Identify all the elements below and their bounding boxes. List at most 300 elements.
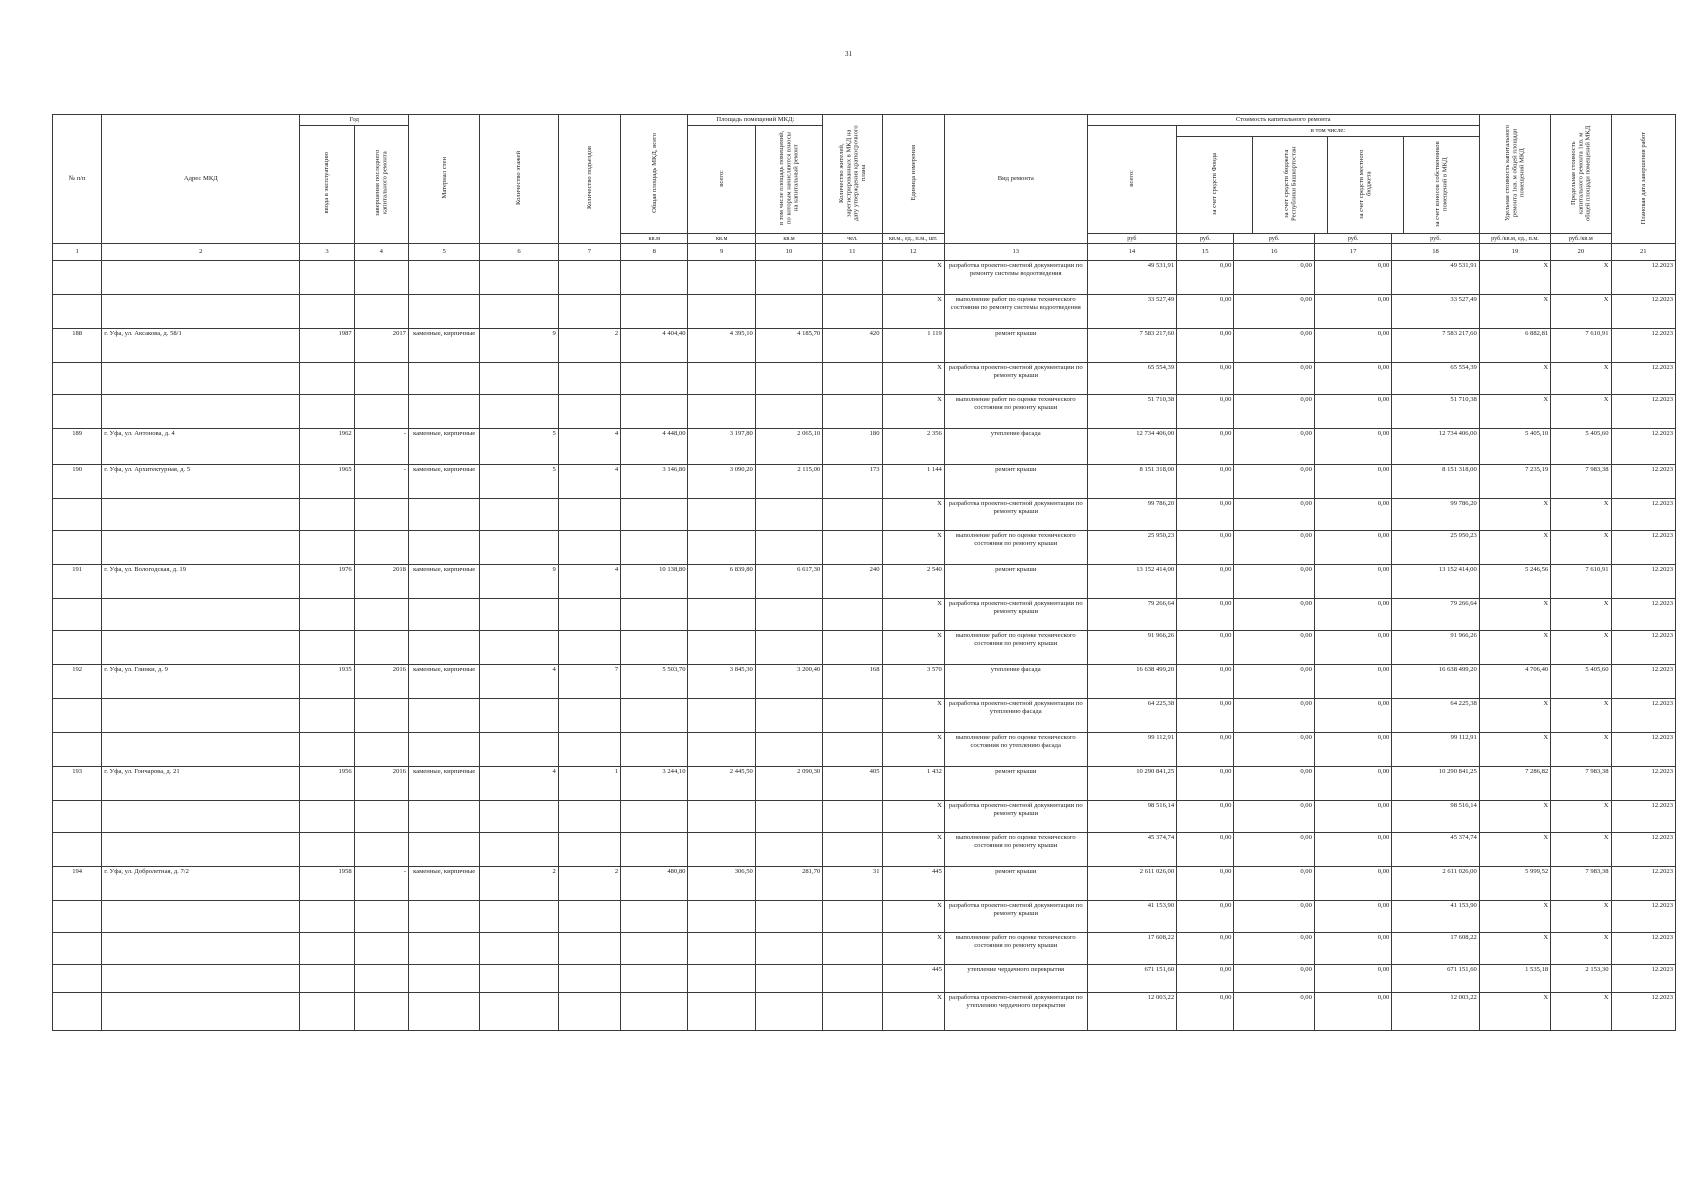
header-cost-local: за счет средств местного бюджета — [1328, 136, 1403, 233]
cell-unit: 1 144 — [882, 465, 944, 499]
cell-year-last-repair: - — [354, 465, 408, 499]
table-row — [53, 465, 1676, 499]
cell-planned-date: 12.2023 — [1611, 499, 1676, 531]
cell-year-last-repair — [354, 261, 408, 295]
cell-cost-republic: 0,00 — [1234, 699, 1314, 733]
cell-year-commission — [300, 933, 354, 965]
cell-total-area — [621, 631, 688, 665]
cell-max-cost: 5 405,60 — [1551, 665, 1611, 699]
column-number: 2 — [102, 244, 300, 261]
cell-specific-cost: 6 882,81 — [1479, 329, 1550, 363]
cell-row-number — [53, 363, 102, 395]
cell-specific-cost: X — [1479, 993, 1550, 1031]
header-planned-date: Плановая дата завершения работ — [1611, 115, 1676, 244]
cell-unit: 445 — [882, 965, 944, 993]
table-row — [53, 933, 1676, 965]
cell-area-all — [688, 965, 755, 993]
column-number: 10 — [755, 244, 822, 261]
cell-area-residential: 281,70 — [755, 867, 822, 901]
cell-cost-local: 0,00 — [1314, 261, 1391, 295]
cell-year-commission — [300, 499, 354, 531]
cell-wall-material — [408, 699, 479, 733]
cell-cost-owners: 13 152 414,00 — [1392, 565, 1479, 599]
cell-area-all — [688, 733, 755, 767]
cell-cost-republic: 0,00 — [1234, 465, 1314, 499]
cell-row-number: 194 — [53, 867, 102, 901]
cell-cost-fund: 0,00 — [1177, 665, 1234, 699]
cell-year-last-repair: 2018 — [354, 565, 408, 599]
cell-entrances: 4 — [558, 465, 620, 499]
cell-cost-fund: 0,00 — [1177, 429, 1234, 465]
cell-repair-type: разработка проектно-сметной документации по ремонту системы водоотведения — [944, 261, 1087, 295]
unit-total-area: кв.м — [621, 234, 688, 244]
table-row — [53, 631, 1676, 665]
cell-cost-republic: 0,00 — [1234, 395, 1314, 429]
cell-cost-owners: 49 531,91 — [1392, 261, 1479, 295]
cell-entrances: 1 — [558, 767, 620, 801]
column-number: 9 — [688, 244, 755, 261]
cell-unit: 3 570 — [882, 665, 944, 699]
cell-total-area: 10 138,80 — [621, 565, 688, 599]
cell-unit: 1 432 — [882, 767, 944, 801]
cell-repair-type: выполнение работ по оценке технического состояния по ремонту крыши — [944, 933, 1087, 965]
cell-year-commission — [300, 901, 354, 933]
cell-entrances: 4 — [558, 429, 620, 465]
cell-specific-cost: X — [1479, 395, 1550, 429]
cell-wall-material: каменные, кирпичные — [408, 565, 479, 599]
cell-year-last-repair: 2016 — [354, 665, 408, 699]
cell-unit: X — [882, 631, 944, 665]
cell-cost-owners: 64 225,38 — [1392, 699, 1479, 733]
cell-specific-cost: 5 999,52 — [1479, 867, 1550, 901]
cell-total-area — [621, 993, 688, 1031]
cell-cost-fund: 0,00 — [1177, 531, 1234, 565]
cell-cost-owners: 91 966,26 — [1392, 631, 1479, 665]
cell-address — [102, 631, 300, 665]
cell-cost-fund: 0,00 — [1177, 993, 1234, 1031]
cell-cost-owners: 25 950,23 — [1392, 531, 1479, 565]
cell-row-number — [53, 699, 102, 733]
header-year-last-repair: завершения последнего капитального ремонта — [354, 125, 408, 244]
cell-floors — [480, 531, 558, 565]
cell-entrances — [558, 295, 620, 329]
cell-cost-local: 0,00 — [1314, 665, 1391, 699]
cell-wall-material — [408, 993, 479, 1031]
cell-repair-type: разработка проектно-сметной документации по утеплению чердачного перекрытия — [944, 993, 1087, 1031]
cell-year-last-repair — [354, 699, 408, 733]
table-row — [53, 665, 1676, 699]
cell-cost-republic: 0,00 — [1234, 867, 1314, 901]
cell-area-all: 3 197,80 — [688, 429, 755, 465]
cell-year-commission — [300, 295, 354, 329]
cell-repair-type: разработка проектно-сметной документации по ремонту крыши — [944, 901, 1087, 933]
cell-area-residential — [755, 965, 822, 993]
cell-max-cost: X — [1551, 733, 1611, 767]
cell-specific-cost: X — [1479, 801, 1550, 833]
cell-cost-total: 2 611 026,00 — [1087, 867, 1176, 901]
cell-total-area — [621, 261, 688, 295]
cell-cost-total: 16 638 499,20 — [1087, 665, 1176, 699]
cell-entrances — [558, 699, 620, 733]
cell-max-cost: X — [1551, 699, 1611, 733]
cell-residents: 240 — [823, 565, 882, 599]
cell-residents — [823, 993, 882, 1031]
cell-unit: X — [882, 499, 944, 531]
column-number: 3 — [300, 244, 354, 261]
cell-cost-owners: 79 266,64 — [1392, 599, 1479, 631]
cell-planned-date: 12.2023 — [1611, 933, 1676, 965]
cell-area-all — [688, 261, 755, 295]
cell-year-last-repair — [354, 833, 408, 867]
cell-cost-fund: 0,00 — [1177, 599, 1234, 631]
unit-cost-republic: руб. — [1234, 234, 1314, 244]
cell-area-all — [688, 363, 755, 395]
cell-planned-date: 12.2023 — [1611, 833, 1676, 867]
cell-row-number — [53, 833, 102, 867]
column-number: 19 — [1479, 244, 1550, 261]
cell-cost-owners: 99 786,20 — [1392, 499, 1479, 531]
table-row — [53, 965, 1676, 993]
cell-year-last-repair — [354, 395, 408, 429]
page-number: 31 — [845, 50, 852, 58]
cell-repair-type: утепление фасада — [944, 429, 1087, 465]
cell-cost-fund: 0,00 — [1177, 833, 1234, 867]
cell-row-number — [53, 901, 102, 933]
header-address: Адрес МКД — [102, 115, 300, 244]
header-repair-type: Вид ремонта — [944, 115, 1087, 244]
cell-cost-republic: 0,00 — [1234, 733, 1314, 767]
cell-cost-total: 99 112,91 — [1087, 733, 1176, 767]
cell-total-area — [621, 901, 688, 933]
cell-wall-material — [408, 901, 479, 933]
cell-specific-cost: X — [1479, 499, 1550, 531]
header-year-group: Год — [300, 115, 409, 126]
cell-residents: 180 — [823, 429, 882, 465]
cell-unit: X — [882, 363, 944, 395]
cell-cost-owners: 17 608,22 — [1392, 933, 1479, 965]
cell-cost-local: 0,00 — [1314, 933, 1391, 965]
column-number: 4 — [354, 244, 408, 261]
cell-area-all — [688, 531, 755, 565]
cell-cost-fund: 0,00 — [1177, 499, 1234, 531]
cell-address — [102, 699, 300, 733]
cell-specific-cost: X — [1479, 531, 1550, 565]
cell-max-cost: X — [1551, 993, 1611, 1031]
header-including-group — [1177, 125, 1480, 234]
header-num: № п/п — [53, 115, 102, 244]
cell-entrances — [558, 499, 620, 531]
cell-row-number — [53, 295, 102, 329]
cell-residents: 168 — [823, 665, 882, 699]
unit-cost-local: руб. — [1314, 234, 1391, 244]
cell-residents — [823, 833, 882, 867]
cell-cost-local: 0,00 — [1314, 833, 1391, 867]
header-residents: Количество жителей, зарегистрированных в МКД на дату утверждения краткосрочного плана — [823, 115, 882, 234]
cell-residents — [823, 733, 882, 767]
cell-max-cost: X — [1551, 499, 1611, 531]
cell-year-commission: 1976 — [300, 565, 354, 599]
cell-wall-material — [408, 631, 479, 665]
cell-year-commission — [300, 965, 354, 993]
cell-cost-total: 65 554,39 — [1087, 363, 1176, 395]
cell-cost-local: 0,00 — [1314, 993, 1391, 1031]
cell-residents — [823, 531, 882, 565]
cell-row-number — [53, 531, 102, 565]
cell-address — [102, 599, 300, 631]
cell-row-number — [53, 261, 102, 295]
cell-cost-total: 8 151 318,00 — [1087, 465, 1176, 499]
cell-residents: 31 — [823, 867, 882, 901]
cell-address: г. Уфа, ул. Аксакова, д. 58/1 — [102, 329, 300, 363]
cell-unit: X — [882, 833, 944, 867]
cell-repair-type: разработка проектно-сметной документации по ремонту крыши — [944, 499, 1087, 531]
cell-floors — [480, 801, 558, 833]
cell-entrances — [558, 933, 620, 965]
cell-max-cost: 7 983,38 — [1551, 465, 1611, 499]
cell-area-residential: 2 115,00 — [755, 465, 822, 499]
cell-floors — [480, 699, 558, 733]
cell-area-residential — [755, 631, 822, 665]
cell-wall-material: каменные, кирпичные — [408, 665, 479, 699]
cell-cost-republic: 0,00 — [1234, 767, 1314, 801]
cell-area-all — [688, 499, 755, 531]
cell-area-all — [688, 801, 755, 833]
cell-year-commission: 1962 — [300, 429, 354, 465]
header-cost-fund: за счет средств Фонда — [1177, 136, 1252, 233]
cell-specific-cost: X — [1479, 833, 1550, 867]
cell-row-number — [53, 395, 102, 429]
cell-cost-total: 79 266,64 — [1087, 599, 1176, 631]
cell-wall-material — [408, 395, 479, 429]
cell-cost-republic: 0,00 — [1234, 531, 1314, 565]
cell-area-all — [688, 993, 755, 1031]
cell-repair-type: разработка проектно-сметной документации по ремонту крыши — [944, 363, 1087, 395]
cell-cost-owners: 45 374,74 — [1392, 833, 1479, 867]
cell-cost-fund: 0,00 — [1177, 733, 1234, 767]
cell-residents — [823, 499, 882, 531]
cell-max-cost: 5 405,60 — [1551, 429, 1611, 465]
header-cost-owners: за счет взносов собственников помещений в МКД — [1434, 140, 1449, 227]
cell-year-last-repair — [354, 733, 408, 767]
cell-cost-local: 0,00 — [1314, 465, 1391, 499]
cell-cost-owners: 33 527,49 — [1392, 295, 1479, 329]
cell-repair-type: разработка проектно-сметной документации по утеплению фасада — [944, 699, 1087, 733]
cell-row-number: 189 — [53, 429, 102, 465]
cell-planned-date: 12.2023 — [1611, 261, 1676, 295]
cell-wall-material — [408, 499, 479, 531]
cell-address — [102, 531, 300, 565]
cell-unit: X — [882, 395, 944, 429]
cell-max-cost: 7 983,38 — [1551, 867, 1611, 901]
cell-floors: 4 — [480, 665, 558, 699]
cell-specific-cost: 1 535,18 — [1479, 965, 1550, 993]
cell-repair-type: выполнение работ по оценке технического состояния по ремонту крыши — [944, 631, 1087, 665]
cell-unit: X — [882, 933, 944, 965]
cell-floors — [480, 965, 558, 993]
table-row — [53, 261, 1676, 295]
unit-max-cost: руб./кв.м — [1551, 234, 1611, 244]
cell-address — [102, 833, 300, 867]
cell-area-residential — [755, 901, 822, 933]
cell-cost-total: 45 374,74 — [1087, 833, 1176, 867]
cell-residents — [823, 631, 882, 665]
cell-area-residential — [755, 499, 822, 531]
cell-entrances: 7 — [558, 665, 620, 699]
cell-floors — [480, 993, 558, 1031]
column-number: 6 — [480, 244, 558, 261]
column-number: 17 — [1314, 244, 1391, 261]
cell-address — [102, 395, 300, 429]
cell-cost-local: 0,00 — [1314, 295, 1391, 329]
table-row — [53, 833, 1676, 867]
cell-residents — [823, 901, 882, 933]
cell-planned-date: 12.2023 — [1611, 993, 1676, 1031]
header-unit: Единица измерения — [882, 115, 944, 234]
cell-year-commission — [300, 363, 354, 395]
cell-row-number — [53, 499, 102, 531]
cell-wall-material — [408, 801, 479, 833]
cell-unit: X — [882, 901, 944, 933]
cell-address — [102, 993, 300, 1031]
cell-entrances — [558, 993, 620, 1031]
cell-specific-cost: X — [1479, 295, 1550, 329]
cell-cost-total: 98 516,14 — [1087, 801, 1176, 833]
cell-cost-local: 0,00 — [1314, 531, 1391, 565]
cell-cost-fund: 0,00 — [1177, 901, 1234, 933]
table-row — [53, 901, 1676, 933]
cell-cost-fund: 0,00 — [1177, 363, 1234, 395]
cell-entrances — [558, 363, 620, 395]
cell-row-number — [53, 801, 102, 833]
cell-total-area: 4 404,40 — [621, 329, 688, 363]
cell-floors — [480, 833, 558, 867]
cell-total-area — [621, 395, 688, 429]
cell-max-cost: X — [1551, 395, 1611, 429]
cell-specific-cost: 5 246,56 — [1479, 565, 1550, 599]
cell-max-cost: X — [1551, 531, 1611, 565]
cell-floors — [480, 499, 558, 531]
cell-specific-cost: 4 706,40 — [1479, 665, 1550, 699]
cell-cost-fund: 0,00 — [1177, 933, 1234, 965]
cell-residents — [823, 965, 882, 993]
cell-wall-material — [408, 599, 479, 631]
cell-planned-date: 12.2023 — [1611, 395, 1676, 429]
header-area-all: всего: — [688, 125, 755, 234]
cell-year-commission: 1987 — [300, 329, 354, 363]
column-number-row — [53, 244, 1676, 261]
cell-floors — [480, 933, 558, 965]
column-number: 5 — [408, 244, 479, 261]
cell-cost-fund: 0,00 — [1177, 965, 1234, 993]
cell-total-area — [621, 363, 688, 395]
column-number: 16 — [1234, 244, 1314, 261]
cell-address — [102, 801, 300, 833]
cell-specific-cost: 7 286,82 — [1479, 767, 1550, 801]
cell-repair-type: выполнение работ по оценке технического состояния по ремонту системы водоотведения — [944, 295, 1087, 329]
cell-address — [102, 965, 300, 993]
cell-wall-material — [408, 531, 479, 565]
cell-cost-owners: 98 516,14 — [1392, 801, 1479, 833]
cell-repair-type: ремонт крыши — [944, 867, 1087, 901]
cell-specific-cost: 7 235,19 — [1479, 465, 1550, 499]
cell-year-last-repair — [354, 531, 408, 565]
cell-wall-material — [408, 363, 479, 395]
cell-year-commission: 1965 — [300, 465, 354, 499]
unit-cost-owners: руб. — [1392, 234, 1479, 244]
column-number: 1 — [53, 244, 102, 261]
cell-cost-owners: 2 611 026,00 — [1392, 867, 1479, 901]
cell-year-last-repair — [354, 933, 408, 965]
cell-cost-republic: 0,00 — [1234, 901, 1314, 933]
cell-cost-local: 0,00 — [1314, 801, 1391, 833]
cell-row-number: 192 — [53, 665, 102, 699]
cell-floors: 2 — [480, 867, 558, 901]
cell-residents: 173 — [823, 465, 882, 499]
cell-repair-type: ремонт крыши — [944, 565, 1087, 599]
cell-repair-type: выполнение работ по оценке технического состояния по утеплению фасада — [944, 733, 1087, 767]
cell-repair-type: утепление чердачного перекрытия — [944, 965, 1087, 993]
cell-floors — [480, 363, 558, 395]
cell-address: г. Уфа, ул. Вологодская, д. 19 — [102, 565, 300, 599]
cell-cost-fund: 0,00 — [1177, 465, 1234, 499]
cell-address — [102, 363, 300, 395]
cell-cost-local: 0,00 — [1314, 429, 1391, 465]
cell-row-number — [53, 599, 102, 631]
cell-max-cost: 7 610,91 — [1551, 329, 1611, 363]
cell-cost-owners: 65 554,39 — [1392, 363, 1479, 395]
cell-cost-total: 51 710,38 — [1087, 395, 1176, 429]
cell-unit: X — [882, 993, 944, 1031]
cell-total-area — [621, 833, 688, 867]
cell-cost-total: 7 583 217,60 — [1087, 329, 1176, 363]
cell-cost-local: 0,00 — [1314, 767, 1391, 801]
cell-planned-date: 12.2023 — [1611, 631, 1676, 665]
cell-cost-fund: 0,00 — [1177, 867, 1234, 901]
cell-cost-total: 99 786,20 — [1087, 499, 1176, 531]
column-number: 15 — [1177, 244, 1234, 261]
cell-cost-republic: 0,00 — [1234, 499, 1314, 531]
cell-wall-material — [408, 295, 479, 329]
cell-cost-total: 91 966,26 — [1087, 631, 1176, 665]
header-specific-cost: Удельная стоимость капитального ремонта 1кв. м общей площади помещений МКД — [1479, 115, 1550, 234]
table-row — [53, 363, 1676, 395]
table-row — [53, 499, 1676, 531]
cell-cost-republic: 0,00 — [1234, 261, 1314, 295]
including-subtable — [1177, 126, 1479, 234]
cell-year-last-repair — [354, 363, 408, 395]
cell-area-all — [688, 631, 755, 665]
cell-cost-fund: 0,00 — [1177, 631, 1234, 665]
cell-floors — [480, 599, 558, 631]
cell-cost-republic: 0,00 — [1234, 965, 1314, 993]
cell-cost-fund: 0,00 — [1177, 801, 1234, 833]
cell-specific-cost: X — [1479, 363, 1550, 395]
header-total-area: Общая площадь МКД, всего — [621, 115, 688, 234]
cell-year-commission — [300, 699, 354, 733]
cell-year-commission — [300, 395, 354, 429]
table-row — [53, 565, 1676, 599]
cell-planned-date: 12.2023 — [1611, 867, 1676, 901]
cell-year-last-repair — [354, 965, 408, 993]
cell-address: г. Уфа, ул. Добролетная, д. 7/2 — [102, 867, 300, 901]
table-row — [53, 801, 1676, 833]
cell-cost-total: 49 531,91 — [1087, 261, 1176, 295]
header-year-commission: ввода в эксплуатацию — [300, 125, 354, 244]
cell-floors: 5 — [480, 465, 558, 499]
cell-row-number — [53, 993, 102, 1031]
cell-entrances — [558, 395, 620, 429]
cell-cost-local: 0,00 — [1314, 565, 1391, 599]
